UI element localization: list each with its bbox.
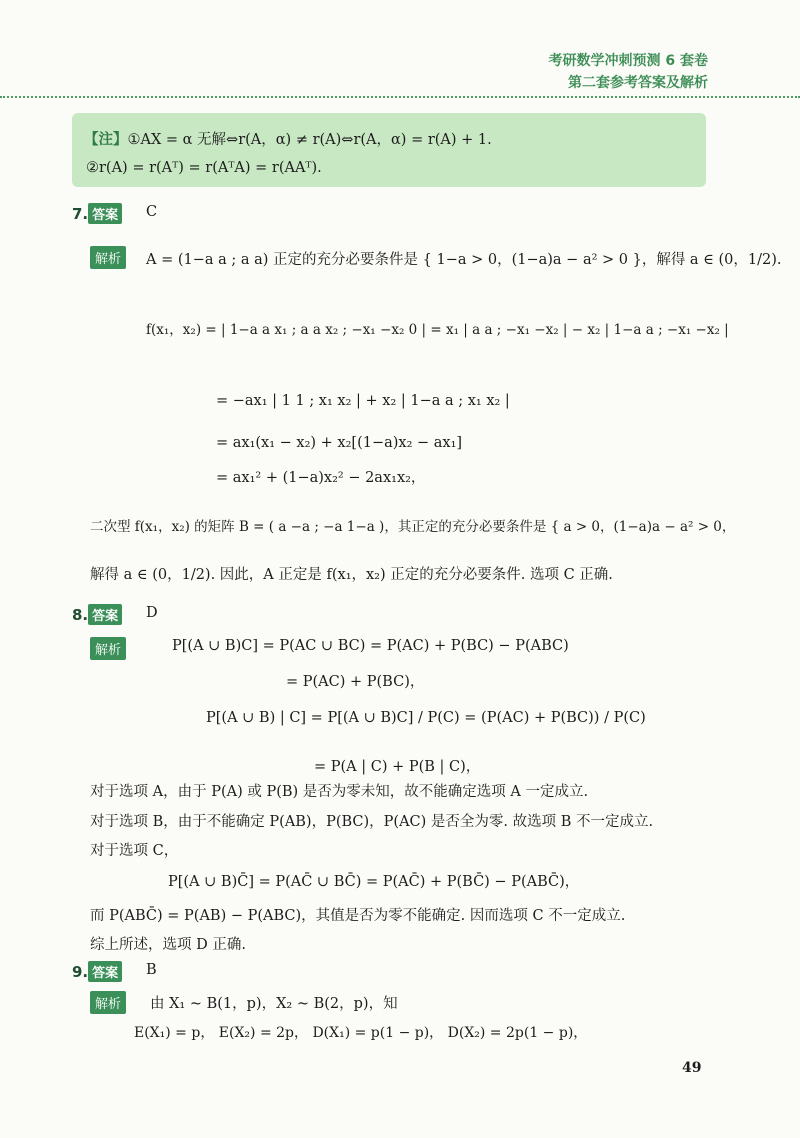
q8-line: P[(A ∪ B)C] = P(AC ∪ BC) = P(AC) + P(BC) − P(ABC) <box>172 638 569 654</box>
q8-answer: D <box>146 605 158 621</box>
header-divider <box>0 96 800 98</box>
q8-line: 综上所述，选项 D 正确. <box>90 937 246 953</box>
note-tag: 【注】 <box>84 131 128 148</box>
q7-analysis-tag: 解析 <box>90 246 126 269</box>
q7-answer-tag: 答案 <box>88 203 122 224</box>
section-title: 第二套参考答案及解析 <box>568 75 708 91</box>
q7-line: f(x₁，x₂) = | 1−a a x₁ ; a a x₂ ; −x₁ −x₂ 0 | = x₁ | a a ; −x₁ −x₂ | − x₂ | 1−a a ; −x₁ −x₂ | <box>146 322 729 338</box>
q8-line: 对于选项 C， <box>90 843 179 859</box>
book-title: 考研数学冲刺预测 6 套卷 <box>548 53 708 69</box>
q8-analysis-tag: 解析 <box>90 637 126 660</box>
q7-line: 解得 a ∈ (0，1/2). 因此，A 正定是 f(x₁，x₂) 正定的充分必要条件. 选项 C 正确. <box>90 567 613 583</box>
q7-line: = ax₁(x₁ − x₂) + x₂[(1−a)x₂ − ax₁] <box>216 435 463 451</box>
q7-line: = ax₁² + (1−a)x₂² − 2ax₁x₂， <box>216 470 426 486</box>
q9-number: 9. 答案 <box>72 961 122 982</box>
q8-line: = P(AC) + P(BC)， <box>286 674 425 690</box>
q8-line: P[(A ∪ B) | C] = P[(A ∪ B)C] / P(C) = (P(AC) + P(BC)) / P(C) <box>206 710 646 726</box>
q7-answer: C <box>146 204 158 220</box>
q8-line: = P(A | C) + P(B | C)， <box>314 759 481 775</box>
q8-line: 而 P(ABC̄) = P(AB) − P(ABC)，其值是否为零不能确定. 因而选项 C 不一定成立. <box>90 908 626 924</box>
q8-answer-tag: 答案 <box>88 604 122 625</box>
q8-line: P[(A ∪ B)C̄] = P(AC̄ ∪ BC̄) = P(AC̄) + P(BC̄) − P(ABC̄)， <box>168 874 580 890</box>
q9-line: 由 X₁ ~ B(1，p)，X₂ ~ B(2，p)，知 <box>150 996 398 1012</box>
q9-analysis-tag: 解析 <box>90 991 126 1014</box>
q7-line: = −ax₁ | 1 1 ; x₁ x₂ | + x₂ | 1−a a ; x₁ x₂ | <box>216 393 510 409</box>
q8-line: 对于选项 B，由于不能确定 P(AB)，P(BC)，P(AC) 是否全为零. 故选项 B 不一定成立. <box>90 814 654 830</box>
q7-line: A = (1−a a ; a a) 正定的充分必要条件是 { 1−a > 0，(1−a)a − a² > 0 }，解得 a ∈ (0，1/2). <box>146 252 782 268</box>
q9-answer: B <box>146 962 157 978</box>
q9-line: E(X₁) = p， E(X₂) = 2p， D(X₁) = p(1 − p)， D(X₂) = 2p(1 − p)， <box>134 1025 588 1041</box>
q7-number: 7. 答案 <box>72 203 122 224</box>
q8-number: 8. 答案 <box>72 604 122 625</box>
q9-answer-tag: 答案 <box>88 961 122 982</box>
note-line-1: 【注】①AX = α 无解⇔r(A，α) ≠ r(A)⇔r(A，α) = r(A) + 1. <box>84 131 492 148</box>
q7-line: 二次型 f(x₁，x₂) 的矩阵 B = ( a −a ; −a 1−a )，其正定的充分必要条件是 { a > 0，(1−a)a − a² > 0， <box>90 519 736 535</box>
note-line-2: ②r(A) = r(Aᵀ) = r(AᵀA) = r(AAᵀ). <box>86 160 322 176</box>
q8-line: 对于选项 A，由于 P(A) 或 P(B) 是否为零未知，故不能确定选项 A 一定成立. <box>90 784 589 800</box>
page-number: 49 <box>682 1060 702 1076</box>
